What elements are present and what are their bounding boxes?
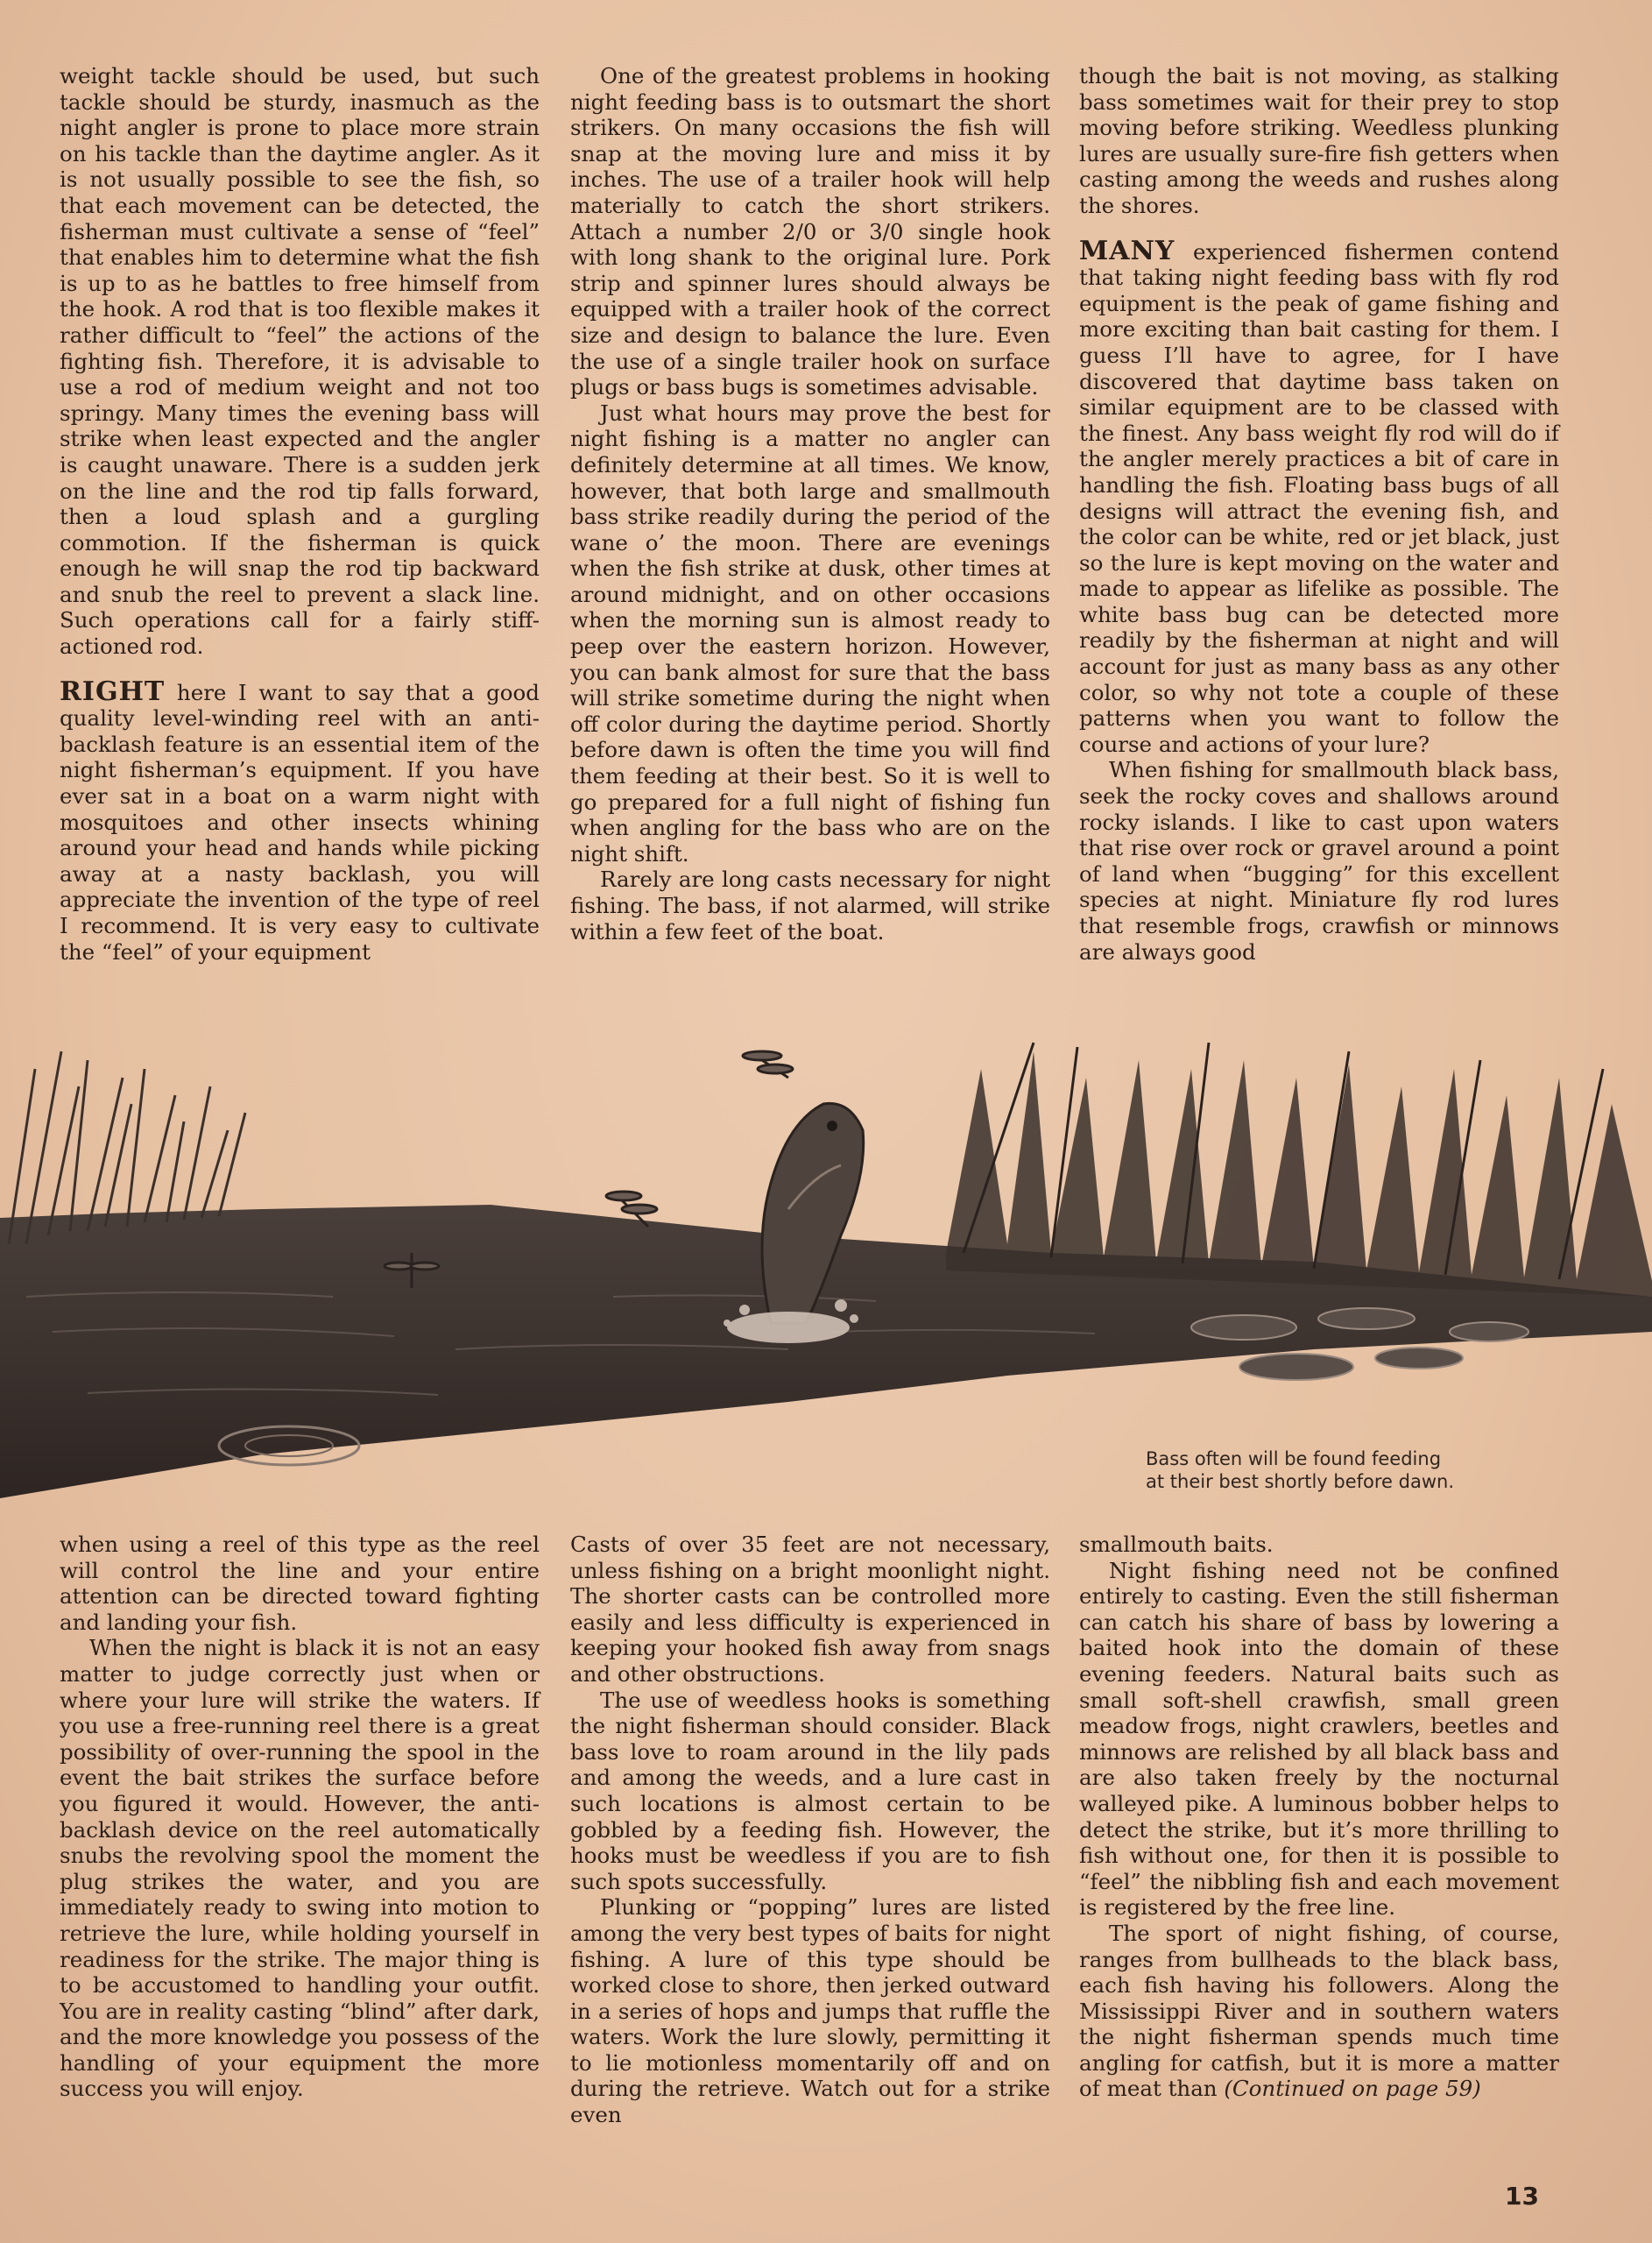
article-column-3 <box>1079 63 1559 965</box>
drop-cap: MANY <box>1079 235 1175 266</box>
paragraph: One of the greatest problems in hooking night feeding bass is to outsmart the short strikers. On many occasions the fish will snap at the moving lure and miss it by inches. The use of a trailer hook will help materially to catch the short strikers. Attach a number 2/0 or 3/0 single hook with long shank to the original lure. Pork strip and spinner lures should always be equipped with a trailer hook of the correct size and design to balance the lure. Even the use of a single trailer hook on surface plugs or bass bugs is sometimes advisable. <box>570 63 1050 400</box>
paragraph: when using a reel of this type as the reel will control the line and your entire attention can be directed toward fighting and landing your fish. <box>60 1532 540 1635</box>
article-column-4 <box>60 1532 540 2102</box>
paragraph <box>1079 235 1559 758</box>
reeds-right <box>946 1051 1652 1297</box>
paragraph: When the night is black it is not an easy matter to judge correctly just when or where your lure will strike the waters. If you use a free-running reel there is a great possibility of over-running the spool in the event the bait strikes the surface before you figured it would. However, the anti-backlash device on the reel automatically snubs the revolving spool the moment the plug strikes the water, and you are immediately ready to swing into motion to retrieve the lure, while holding yourself in readiness for the strike. The major thing is to be accustomed to handling your outfit. You are in reality casting “blind” after dark, and the more knowledge you possess of the handling of your equipment the more success you will enjoy. <box>60 1635 540 2102</box>
paragraph-text: here I want to say that a good quality level-winding reel with an anti-backlash feature is an essential item of the night fisherman’s equipment. If you have ever sat in a boat on a warm night with mosquitoes and other insects whining around your head and hands while picking away at a nasty backlash, you will appreciate the invention of the type of reel I recommend. It is very easy to cultivate the “feel” of your equipment <box>60 679 540 965</box>
bass-leaping-illustration <box>0 1034 1652 1507</box>
paragraph-text: experienced fishermen contend that taking night feeding bass with fly rod equipment is the peak of game fishing and more exciting than bait casting for them. I guess I’ll have to agree, for I have discovered that daytime bass taken on similar equipment are to be classed with the finest. Any bass weight fly rod will do if the angler merely practices a bit of care in handling the fish. Floating bass bugs of all designs will attract the evening fish, and the color can be white, red or jet black, just so the lure is kept moving on the water and made to appear as lifelike as possible. The white bass bug can be detected more readily by the fisherman at night and will account for just as many bass as any other color, so why not tote a couple of these patterns when you want to follow the course and actions of your lure? <box>1079 238 1559 757</box>
article-column-6 <box>1079 1532 1559 2102</box>
paragraph <box>1079 1921 1559 2102</box>
paragraph: weight tackle should be used, but such tackle should be sturdy, inasmuch as the night angler is prone to place more strain on his tackle than the daytime angler. As it is not usually possible to see the fish, so that each movement can be detected, the fisherman must cultivate a sense of “feel” that enables him to determine what the fish is up to as he battles to free himself from the hook. A rod that is too flexible makes it rather difficult to “feel” the actions of the fighting fish. Therefore, it is advisable to use a rod of medium weight and not too springy. Many times the evening bass will strike when least expected and the angler is caught unaware. There is a sudden jerk on the line and the rod tip falls forward, then a loud splash and a gurgling commotion. If the fisherman is quick enough he will snap the rod tip backward and snub the reel to prevent a slack line. Such operations call for a fairly stiff-actioned rod. <box>60 63 540 660</box>
page-number: 13 <box>1505 2182 1539 2211</box>
paragraph: When fishing for smallmouth black bass, seek the rocky coves and shallows around rocky islands. I like to cast upon waters that rise over rock or gravel around a point of land when “bugging” for this excellent species at night. Miniature fly rod lures that resemble frogs, crawfish or minnows are always good <box>1079 757 1559 965</box>
continued-link[interactable]: (Continued on page 59) <box>1224 2076 1481 2102</box>
paragraph: Just what hours may prove the best for night fishing is a matter no angler can definitely determine at all times. We know, however, that both large and smallmouth bass strike readily during the period of the wane o’ the moon. There are evenings when the fish strike at dusk, other times at around midnight, and on other occasions when the morning sun is almost ready to peep over the eastern horizon. However, you can bank almost for sure that the bass will strike sometime during the night when off color during the daytime period. Shortly before dawn is often the time you will find them feeding at their best. So it is well to go prepared for a full night of fishing fun when angling for the bass who are on the night shift. <box>570 400 1050 867</box>
illustration-caption <box>1146 1447 1557 1493</box>
paragraph-text: The sport of night fishing, of course, ranges from bullheads to the black bass, each fish having his followers. Along the Mississippi River and in southern waters the night fisherman spends much time angling for catfish, but it is more a matter of meat than <box>1079 1920 1559 2102</box>
paragraph: The use of weedless hooks is something the night fisherman should consider. Black bass love to roam around in the lily pads and among the weeds, and a lure cast in such locations is almost certain to be gobbled by a feeding fish. However, the hooks must be weedless if you are to fish such spots successfully. <box>570 1687 1050 1894</box>
paragraph: though the bait is not moving, as stalking bass sometimes wait for their prey to stop moving before striking. Weedless plunking lures are usually sure-fire fish getters when casting among the weeds and rushes along the shores. <box>1079 63 1559 218</box>
article-column-5 <box>570 1532 1050 2128</box>
caption-line: Bass often will be found feeding <box>1146 1448 1442 1469</box>
paragraph: Plunking or “popping” lures are listed among the very best types of baits for night fishing. A lure of this type should be worked close to shore, then jerked outward in a series of hops and jumps that ruffle the waters. Work the lure slowly, permitting it to lie motionless momentarily off and on during the retrieve. Watch out for a strike even <box>570 1894 1050 2128</box>
paragraph: smallmouth baits. <box>1079 1532 1274 1557</box>
paragraph: Rarely are long casts necessary for night fishing. The bass, if not alarmed, will strike within a few feet of the boat. <box>570 867 1050 945</box>
paragraph: Night fishing need not be confined entirely to casting. Even the still fisherman can catch his share of bass by lowering a baited hook into the domain of these evening feeders. Natural baits such as small soft-shell crawfish, small green meadow frogs, night crawlers, beetles and minnows are relished by all black bass and are also taken freely by the nocturnal walleyed pike. A luminous bobber helps to detect the strike, but it’s more thrilling to fish without one, for then it is possible to “feel” the nibbling fish and each movement is registered by the free line. <box>1079 1557 1559 1921</box>
article-column-1 <box>60 63 540 965</box>
paragraph <box>60 676 540 966</box>
article-column-2 <box>570 63 1050 945</box>
caption-line: at their best shortly before dawn. <box>1146 1471 1455 1492</box>
drop-cap: RIGHT <box>60 676 166 707</box>
dragonfly-icon <box>743 1051 793 1078</box>
paragraph: Casts of over 35 feet are not necessary, unless fishing on a bright moonlight night. The shorter casts can be controlled more easily and less difficulty is experienced in keeping your hooked fish away from snags and other obstructions. <box>570 1532 1050 1687</box>
